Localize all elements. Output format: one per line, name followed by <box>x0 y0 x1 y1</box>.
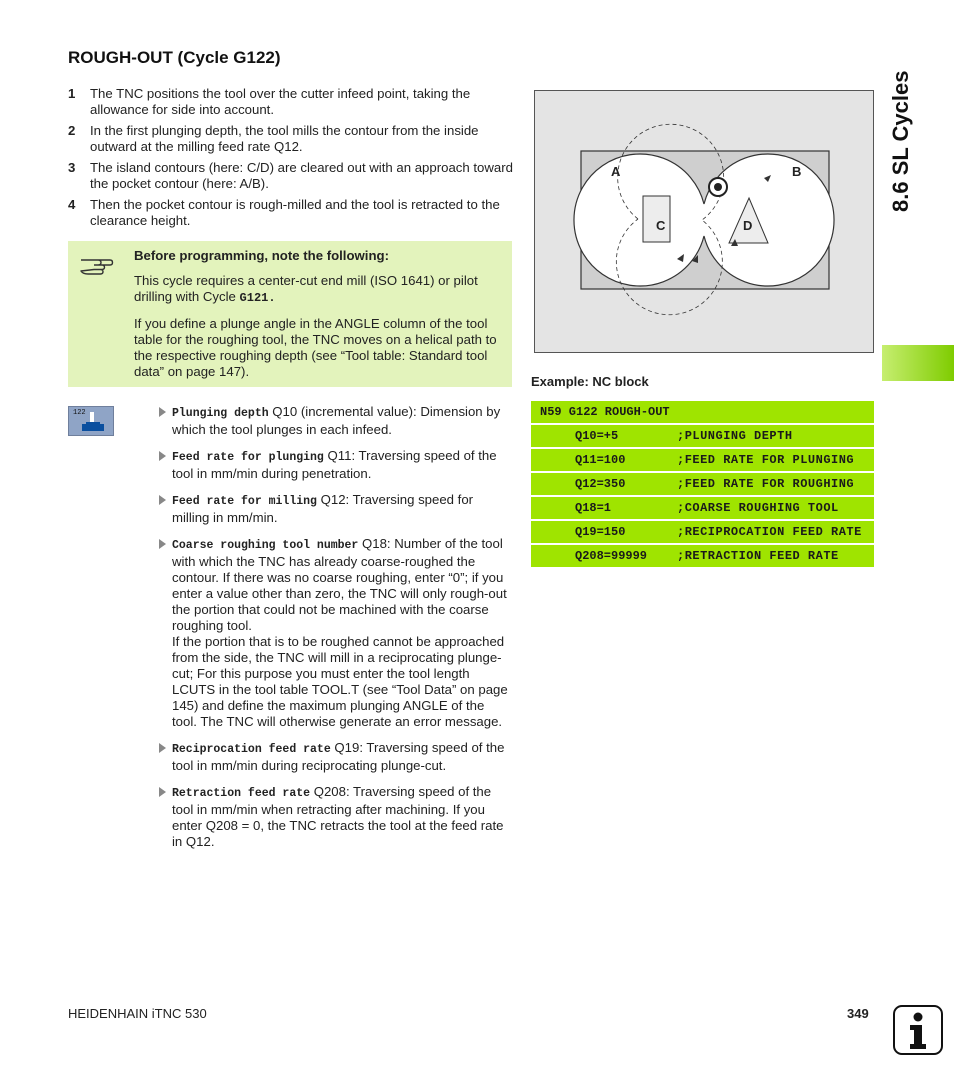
nc-param: Q12=350 <box>575 477 626 491</box>
param-desc: Q12: Traversing speed for milling in mm/min. <box>172 492 474 525</box>
arrow-right-icon <box>159 539 166 549</box>
nc-comment: ;RETRACTION FEED RATE <box>677 549 839 563</box>
param-name: Coarse roughing tool number <box>172 539 359 552</box>
param-desc: Q18: Number of the tool with which the TNC has already coarse-roughed the contour. If there was no coarse roughing, enter “0”; if you enter a value other than zero, the TNC will only rough-out the portion that could not be machined with the coarse roughing tool. <box>172 536 507 633</box>
label-c: C <box>656 218 666 233</box>
note-heading: Before programming, note the following: <box>134 248 389 263</box>
info-icon[interactable] <box>893 1005 943 1055</box>
nc-row <box>531 449 874 471</box>
nc-row <box>531 401 874 423</box>
list-item <box>159 492 511 526</box>
label-d: D <box>743 218 753 233</box>
example-caption: Example: NC block <box>531 374 649 389</box>
list-item <box>159 740 511 774</box>
list-item <box>68 123 513 155</box>
note-paragraph <box>134 273 504 306</box>
contour-figure <box>534 90 874 353</box>
param-desc: Q208: Traversing speed of the tool in mm/min when retracting after machining. If you enter Q208 = 0, the TNC retracts the tool at the feed rate in Q12. <box>172 784 504 849</box>
list-item <box>159 536 511 730</box>
param-desc: Q10 (incremental value): Dimension by which the tool plunges in each infeed. <box>172 404 501 437</box>
arrow-right-icon <box>159 407 166 417</box>
nc-row <box>531 473 874 495</box>
nc-param: Q11=100 <box>575 453 626 467</box>
step-list <box>68 86 513 234</box>
nc-row <box>531 521 874 543</box>
nc-comment: ;RECIPROCATION FEED RATE <box>677 525 862 539</box>
cycle-code: G121. <box>239 291 276 305</box>
step-text: The TNC positions the tool over the cutter infeed point, taking the allowance for side into account. <box>90 86 471 117</box>
param-name: Plunging depth <box>172 407 269 420</box>
param-desc: Q19: Traversing speed of the tool in mm/min during reciprocating plunge-cut. <box>172 740 505 773</box>
list-item <box>159 448 511 482</box>
step-number: 3 <box>68 160 76 175</box>
param-extra: If the portion that is to be roughed cannot be approached from the side, the TNC will mill in a reciprocating plunge-cut; For this purpose you must enter the tool length LCUTS in the tool table TOOL.T (see “Tool Data” on page 145) and define the maximum plunging ANGLE of the tool. The TNC will otherwise generate an error message. <box>172 634 508 729</box>
param-name: Feed rate for milling <box>172 495 317 508</box>
nc-row <box>531 497 874 519</box>
nc-comment: ;FEED RATE FOR ROUGHING <box>677 477 855 491</box>
pointing-hand-icon <box>78 251 114 277</box>
nc-param: Q19=150 <box>575 525 626 539</box>
step-number: 1 <box>68 86 76 101</box>
chapter-tab[interactable] <box>882 345 954 381</box>
nc-block <box>531 401 874 569</box>
nc-param: Q18=1 <box>575 501 612 515</box>
nc-head: N59 G122 ROUGH-OUT <box>540 405 670 419</box>
page-title: ROUGH-OUT (Cycle G122) <box>68 48 281 67</box>
list-item <box>68 86 513 118</box>
nc-row <box>531 425 874 447</box>
nc-row <box>531 545 874 567</box>
softkey-label: 122 <box>73 409 86 417</box>
param-desc: Q11: Traversing speed of the tool in mm/min during penetration. <box>172 448 497 481</box>
label-b: B <box>792 164 802 179</box>
nc-param: Q10=+5 <box>575 429 619 443</box>
note-paragraph: If you define a plunge angle in the ANGLE column of the tool table for the roughing tool, the TNC moves on a helical path to the respective roughing depth (see “Tool table: Standard tool data” on page 147). <box>134 316 497 379</box>
list-item <box>68 160 513 192</box>
param-name: Retraction feed rate <box>172 787 311 800</box>
label-a: A <box>611 164 621 179</box>
nc-param: Q208=99999 <box>575 549 648 563</box>
list-item <box>159 404 511 438</box>
note-text: This cycle requires a center-cut end mill (ISO 1641) or pilot drilling with Cycle <box>134 273 478 304</box>
arrow-right-icon <box>159 743 166 753</box>
step-text: In the first plunging depth, the tool mills the contour from the inside outward at the milling feed rate Q12. <box>90 123 479 154</box>
nc-comment: ;PLUNGING DEPTH <box>677 429 793 443</box>
step-text: The island contours (here: C/D) are cleared out with an approach toward the pocket contour (here: A/B). <box>90 160 513 191</box>
page-number: 349 <box>847 1006 869 1021</box>
cycle-softkey-icon <box>68 406 114 436</box>
note-box <box>68 241 512 387</box>
arrow-right-icon <box>159 451 166 461</box>
step-number: 4 <box>68 197 76 212</box>
param-name: Reciprocation feed rate <box>172 743 331 756</box>
arrow-right-icon <box>159 495 166 505</box>
list-item <box>159 784 511 850</box>
parameter-list <box>159 404 511 860</box>
footer-manual: HEIDENHAIN iTNC 530 <box>68 1006 207 1021</box>
nc-comment: ;FEED RATE FOR PLUNGING <box>677 453 855 467</box>
step-text: Then the pocket contour is rough-milled and the tool is retracted to the clearance height. <box>90 197 500 228</box>
section-title: 8.6 SL Cycles <box>888 70 913 212</box>
nc-comment: ;COARSE ROUGHING TOOL <box>677 501 839 515</box>
arrow-right-icon <box>159 787 166 797</box>
list-item <box>68 197 513 229</box>
param-name: Feed rate for plunging <box>172 451 324 464</box>
step-number: 2 <box>68 123 76 138</box>
